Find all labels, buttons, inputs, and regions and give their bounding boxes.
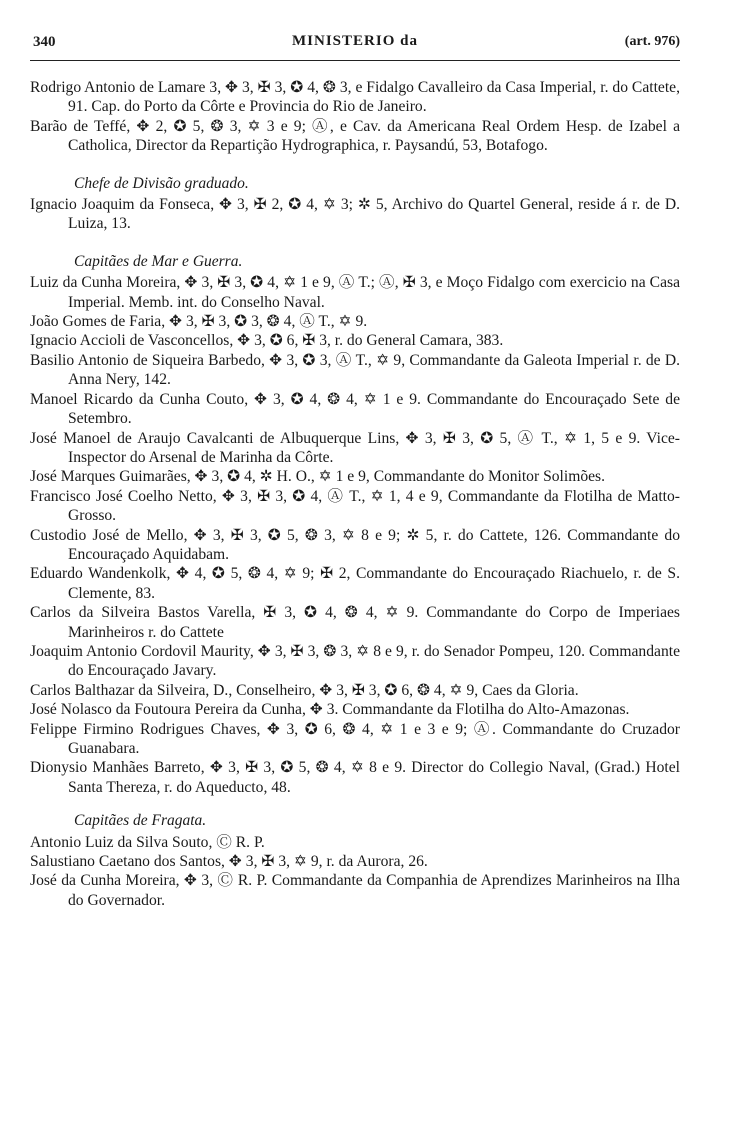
entry: José Nolasco da Foutoura Pereira da Cunha, ✥ 3. Commandante da Flotilha do Alto-Amazonas.	[30, 701, 630, 719]
section-continuation	[30, 78, 680, 156]
entry: Ignacio Accioli de Vasconcellos, ✥ 3, ✪ 6, ✠ 3, r. do General Camara, 383.	[30, 332, 504, 350]
entry: Basilio Antonio de Siqueira Barbedo, ✥ 3, ✪ 3, Ⓐ T., ✡ 9, Commandante da Galeota Imperial r. de D. Anna Nery, 142.	[30, 351, 680, 389]
entry: Joaquim Antonio Cordovil Maurity, ✥ 3, ✠ 3, ❂ 3, ✡ 8 e 9, r. do Senador Pompeu, 120. Commandante do Encouraçado Javary.	[30, 642, 680, 680]
section-chefe-divisao	[30, 174, 680, 234]
entry: Ignacio Joaquim da Fonseca, ✥ 3, ✠ 2, ✪ 4, ✡ 3; ✲ 5, Archivo do Quartel General, reside á r. de D. Luiza, 13.	[30, 196, 680, 233]
header-rule	[30, 60, 680, 61]
section-capitaes-mar-guerra	[30, 252, 680, 797]
entry: Luiz da Cunha Moreira, ✥ 3, ✠ 3, ✪ 4, ✡ 1 e 9, Ⓐ T.; Ⓐ, ✠ 3, e Moço Fidalgo com exercicio na Casa Imperial. Memb. int. do Conselho Naval.	[30, 274, 680, 311]
document-body	[30, 78, 680, 910]
section-heading: Capitães de Mar e Guerra.	[74, 252, 243, 270]
page-header	[30, 32, 680, 56]
entry: Carlos da Silveira Bastos Varella, ✠ 3, ✪ 4, ❂ 4, ✡ 9. Commandante do Corpo de Imperiaes Marinheiros r. do Cattete	[30, 604, 680, 641]
entry: Antonio Luiz da Silva Souto, Ⓒ R. P.	[30, 833, 265, 851]
entry: Salustiano Caetano dos Santos, ✥ 3, ✠ 3, ✡ 9, r. da Aurora, 26.	[30, 853, 428, 871]
entry: João Gomes de Faria, ✥ 3, ✠ 3, ✪ 3, ❂ 4, Ⓐ T., ✡ 9.	[30, 313, 368, 331]
entry: Dionysio Manhães Barreto, ✥ 3, ✠ 3, ✪ 5, ❂ 4, ✡ 8 e 9. Director do Collegio Naval, (Grad.) Hotel Santa Thereza, r. do Aqueducto, 48.	[30, 759, 680, 796]
entry: José Manoel de Araujo Cavalcanti de Albuquerque Lins, ✥ 3, ✠ 3, ✪ 5, Ⓐ T., ✡ 1, 5 e 9. Vice-Inspector do Arsenal de Marinha da Côrte.	[30, 429, 680, 466]
section-heading: Capitães de Fragata.	[74, 812, 207, 830]
entry: Eduardo Wandenkolk, ✥ 4, ✪ 5, ❂ 4, ✡ 9; ✠ 2, Commandante do Encouraçado Riachuelo, r. de S. Clemente, 83.	[30, 565, 680, 602]
entry: Francisco José Coelho Netto, ✥ 3, ✠ 3, ✪ 4, Ⓐ T., ✡ 1, 4 e 9, Commandante da Flotilha de Matto-Grosso.	[30, 487, 680, 525]
entry: Custodio José de Mello, ✥ 3, ✠ 3, ✪ 5, ❂ 3, ✡ 8 e 9; ✲ 5, r. do Cattete, 126. Commandante do Encouraçado Aquidabam.	[30, 526, 680, 563]
article-reference: (art. 976)	[624, 34, 680, 49]
entry: Manoel Ricardo da Cunha Couto, ✥ 3, ✪ 4, ❂ 4, ✡ 1 e 9. Commandante do Encouraçado Sete de Setembro.	[30, 390, 680, 428]
page-number: 340	[33, 34, 56, 50]
entry: José Marques Guimarães, ✥ 3, ✪ 4, ✲ H. O., ✡ 1 e 9, Commandante do Monitor Solimões.	[30, 468, 606, 486]
section-capitaes-fragata	[30, 811, 680, 910]
entry: Rodrigo Antonio de Lamare 3, ✥ 3, ✠ 3, ✪ 4, ❂ 3, e Fidalgo Cavalleiro da Casa Imperial, r. do Cattete, 91. Cap. do Porto da Côrte e Provincia do Rio de Janeiro.	[30, 79, 680, 116]
entry: Barão de Teffé, ✥ 2, ✪ 5, ❂ 3, ✡ 3 e 9; Ⓐ, e Cav. da Americana Real Ordem Hesp. de Izabel a Catholica, Director da Repartição Hydrographica, r. Paysandú, 53, Botafogo.	[30, 117, 680, 155]
running-title: MINISTERIO da	[292, 33, 418, 49]
entry: Carlos Balthazar da Silveira, D., Conselheiro, ✥ 3, ✠ 3, ✪ 6, ❂ 4, ✡ 9, Caes da Gloria.	[30, 681, 579, 699]
entry: Felippe Firmino Rodrigues Chaves, ✥ 3, ✪ 6, ❂ 4, ✡ 1 e 3 e 9; Ⓐ. Commandante do Cruzador Guanabara.	[30, 720, 680, 757]
entry: José da Cunha Moreira, ✥ 3, Ⓒ R. P. Commandante da Companhia de Aprendizes Marinheiros na Ilha do Governador.	[30, 872, 680, 909]
section-heading: Chefe de Divisão graduado.	[74, 174, 249, 192]
